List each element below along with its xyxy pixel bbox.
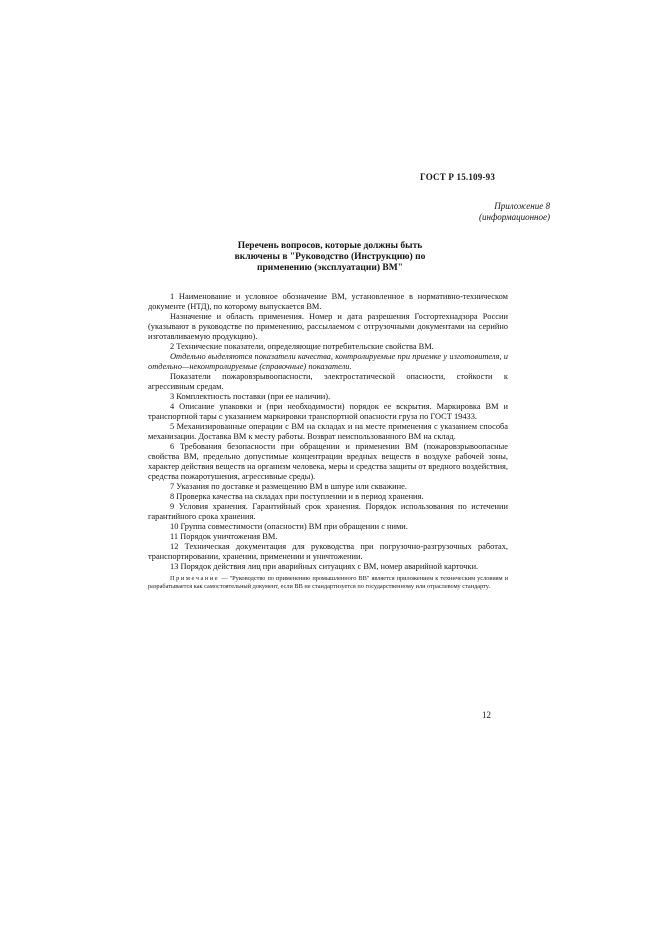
item-7-delivery: 7 Указания по доставке и размещению ВМ в шпуре или скважине. xyxy=(170,482,407,491)
item-8-quality-check: 8 Проверка качества на складах при поступлении и в период хранения. xyxy=(170,492,424,501)
item-13-emergency: 13 Порядок действия лиц при аварийных ситуациях с ВМ, номер аварийной карточки. xyxy=(170,562,479,571)
item-5-mechanized-operations: 5 Механизированные операции с ВМ на складах и на месте применения с указанием способа механизации. Доставка ВМ к месту работы. Возврат неиспользованного ВМ на склад. xyxy=(148,422,508,441)
note-label: Примечание xyxy=(170,575,220,582)
item-2-technical-indicators: 2 Технические показатели, определяющие потребительские свойства ВМ. xyxy=(170,342,434,351)
appendix-number: Приложение 8 xyxy=(494,201,550,211)
title-line: применению (эксплуатации) ВМ" xyxy=(257,263,403,273)
item-10-compatibility: 10 Группа совместимости (опасности) ВМ при обращении с ними. xyxy=(170,522,408,531)
item-3-completeness: 3 Комплектность поставки (при ее наличии). xyxy=(170,392,331,401)
item-2-quality-indicators: Отдельно выделяются показатели качества, контролируемые при приемке у изготовителя, и отдельно—неконтролируемые (справочные) показатели. xyxy=(148,352,508,371)
item-1-name: 1 Наименование и условное обозначение ВМ, установленное в нормативно-техническом документе (НТД), по которому выпускается ВМ. xyxy=(148,292,508,311)
appendix-label xyxy=(420,201,550,223)
item-12-documentation: 12 Техническая документация для руководства при погрузочно-разгрузочных работах, транспортировании, хранении, применении и уничтожении. xyxy=(148,542,508,561)
note-text: — "Руководство по применению промышленного ВВ" является приложением к техническим условиям и разрабатывается как самостоятельный документ, если ВВ не стандартизуется по государственному или отраслевому стандарту. xyxy=(148,575,508,590)
appendix-type: (информационное) xyxy=(479,212,550,222)
item-9-storage: 9 Условия хранения. Гарантийный срок хранения. Порядок использования по истечении гарантийного срока хранения. xyxy=(148,502,508,521)
item-1-purpose: Назначение и область применения. Номер и дата разрешения Госгортехнадзора России (указывают в руководстве по применению, рассылаемом с отгрузочными документами на серийно изготавливаемую продукцию). xyxy=(148,312,508,341)
item-6-safety-requirements: 6 Требования безопасности при обращении и применении ВМ (пожаровзрывоопасные свойства ВМ, предельно допустимые концентрации вредных веществ в воздухе рабочей зоны, характер действия веществ на организм человека, меры и средства защиты от вредного воздействия, средства пожаротушения, агрессивные среды). xyxy=(148,442,508,481)
title-line: включены в "Руководство (Инструкцию) по xyxy=(234,252,426,262)
page-title xyxy=(180,241,480,274)
note xyxy=(148,575,508,590)
item-11-destruction: 11 Порядок уничтожения ВМ. xyxy=(170,532,278,541)
title-line: Перечень вопросов, которые должны быть xyxy=(237,241,423,251)
page-number: 12 xyxy=(482,710,491,720)
item-2-hazard-indicators: Показатели пожаровзрывоопасности, электростатической опасности, стойкости к агрессивным средам. xyxy=(148,372,508,391)
document-code: ГОСТ Р 15.109-93 xyxy=(420,172,496,182)
item-4-packaging: 4 Описание упаковки и (при необходимости) порядок ее вскрытия. Маркировка ВМ и транспортной тары с указанием маркировки транспортной опасности груза по ГОСТ 19433. xyxy=(148,402,508,421)
question-list xyxy=(148,292,508,590)
